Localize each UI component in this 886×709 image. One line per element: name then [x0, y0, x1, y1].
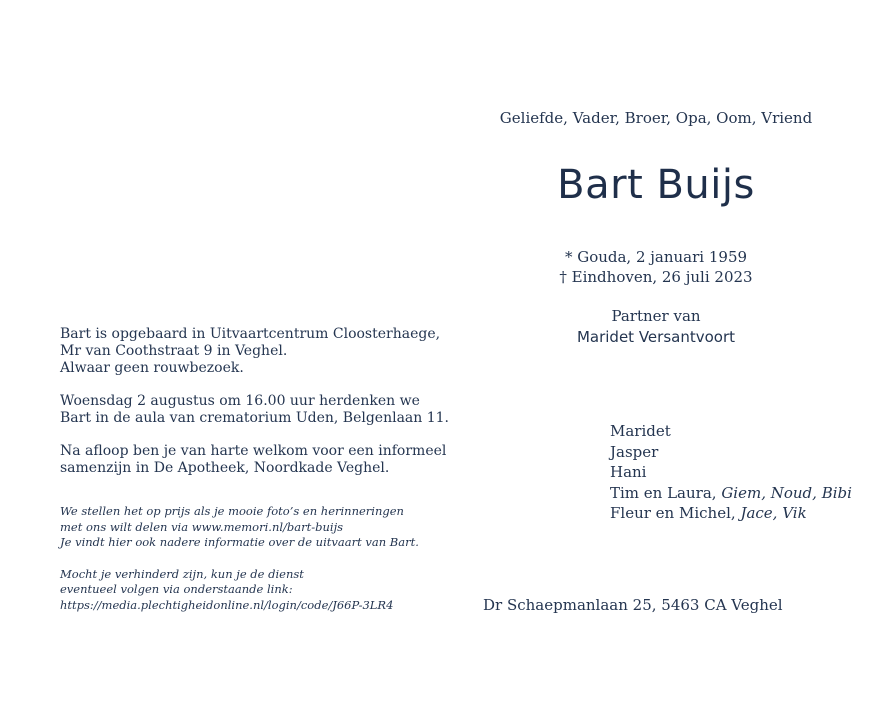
text-line: Mr van Coothstraat 9 in Veghel.: [60, 343, 288, 359]
family-member-name: Tim en Laura,: [610, 483, 717, 502]
grandchildren-names: Jace, Vik: [740, 504, 807, 522]
grandchildren-names: Giem, Noud, Bibi: [721, 483, 852, 502]
family-member-name: Fleur en Michel,: [610, 504, 736, 522]
partner-label: Partner van: [611, 307, 701, 325]
text-line: Je vindt hier ook nadere informatie over de uitvaart van Bart.: [60, 535, 419, 549]
livestream-link[interactable]: https://media.plechtigheidonline.nl/login/code/J66P-3LR4: [60, 597, 394, 612]
family-member: [610, 462, 852, 483]
family-member: [610, 503, 852, 524]
death-line: † Eindhoven, 26 juli 2023: [559, 268, 753, 286]
text-line: Alwaar geen rouwbezoek.: [60, 360, 244, 376]
text-line: Bart is opgebaard in Uitvaartcentrum Cloosterhaege,: [60, 326, 441, 342]
roles-line: Geliefde, Vader, Broer, Opa, Oom, Vriend: [499, 109, 813, 127]
livestream-paragraph: [60, 567, 419, 614]
family-member-name: Hani: [610, 463, 647, 481]
family-list: [610, 421, 852, 524]
life-dates: [455, 247, 857, 287]
text-line: Bart in de aula van crematorium Uden, Belgenlaan 11.: [60, 410, 449, 426]
gathering-paragraph: [60, 443, 449, 477]
deceased-name: Bart Buijs: [557, 162, 755, 208]
funeral-notice: [60, 326, 449, 493]
family-address: Dr Schaepmanlaan 25, 5463 CA Veghel: [483, 596, 783, 614]
family-member: [610, 442, 852, 463]
partner-name: Maridet Versantvoort: [576, 328, 736, 346]
text-line: eventueel volgen via onderstaande link:: [60, 582, 293, 596]
text-line: Na afloop ben je van harte welkom voor een informeel: [60, 443, 447, 459]
viewing-paragraph: [60, 326, 449, 377]
text-line: We stellen het op prijs als je mooie foto’s en herinneringen: [60, 504, 404, 518]
memories-paragraph: [60, 504, 419, 551]
family-member: [610, 483, 852, 504]
text-line: met ons wilt delen via www.memori.nl/bart-buijs: [60, 519, 344, 534]
family-member-name: Jasper: [610, 442, 659, 461]
additional-info: [60, 504, 419, 629]
family-member: [610, 421, 852, 442]
text-line: Woensdag 2 augustus om 16.00 uur herdenken we: [60, 393, 420, 409]
birth-line: * Gouda, 2 januari 1959: [564, 248, 748, 266]
text-line: samenzijn in De Apotheek, Noordkade Veghel.: [60, 460, 390, 476]
text-line: Mocht je verhinderd zijn, kun je de dienst: [60, 566, 304, 581]
ceremony-paragraph: [60, 393, 449, 427]
family-member-name: Maridet: [610, 422, 671, 440]
